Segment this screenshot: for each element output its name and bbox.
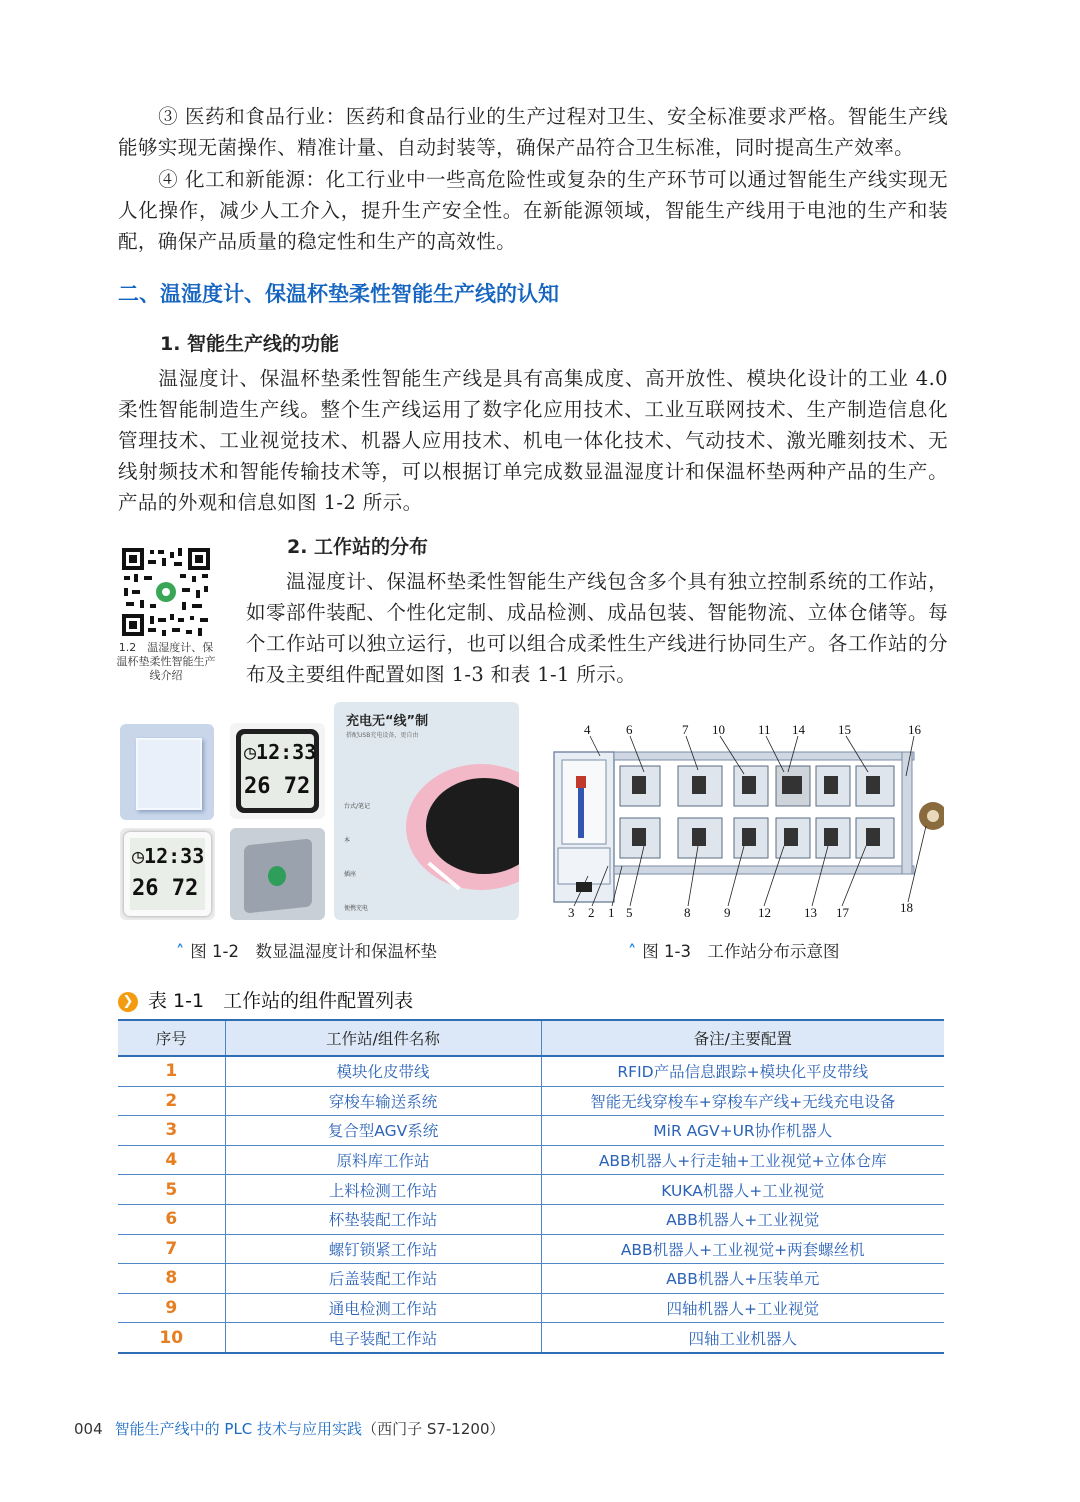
pad-icon-powerbank: 便携充电 bbox=[344, 905, 369, 912]
thermometer-back-image bbox=[230, 828, 325, 920]
diagram-label-bottom-9: 17 bbox=[836, 905, 849, 920]
col-header-name: 工作站/组件名称 bbox=[225, 1020, 541, 1056]
table-row bbox=[118, 1264, 944, 1294]
table-header-row bbox=[118, 1020, 944, 1056]
table-row bbox=[118, 1175, 944, 1205]
humidity-value-2: 72 bbox=[171, 876, 199, 901]
pad-icon-socket: 插座 bbox=[344, 871, 357, 878]
table-row bbox=[118, 1293, 944, 1323]
table-row bbox=[118, 1145, 944, 1175]
diagram-label-top-5: 11 bbox=[758, 722, 771, 737]
qr-icon bbox=[120, 546, 212, 638]
diagram-label-bottom-8: 13 bbox=[804, 905, 817, 920]
paragraph-chemical: ④ 化工和新能源：化工行业中一些高危险性或复杂的生产环节可以通过智能生产线实现无人化操作，减少人工介入，提升生产安全性。在新能源领域，智能生产线用于电池的生产和装配，确保产品质量的稳定性和生产的高效性。 bbox=[118, 168, 948, 253]
clock-time-1: 12:33 bbox=[256, 740, 317, 764]
row-index: 4 bbox=[118, 1145, 225, 1175]
row-config: 智能无线穿梭车+穿梭车产线+无线充电设备 bbox=[541, 1086, 944, 1116]
col-header-config: 备注/主要配置 bbox=[541, 1020, 944, 1056]
workstation-table bbox=[118, 1019, 944, 1354]
row-name: 复合型AGV系统 bbox=[225, 1116, 541, 1146]
diagram-label-bottom-7: 12 bbox=[758, 905, 771, 920]
thermometer-display-image-2: ◷12:33 26 72 bbox=[120, 828, 215, 920]
caption-chevron-icon: ˄ bbox=[176, 942, 185, 961]
book-title: 智能生产线中的 PLC 技术与应用实践 bbox=[114, 1420, 363, 1438]
table-row bbox=[118, 1086, 944, 1116]
row-name: 杯垫装配工作站 bbox=[225, 1204, 541, 1234]
diagram-label-top-2: 6 bbox=[626, 722, 633, 737]
diagram-label-bottom-4: 5 bbox=[626, 905, 633, 920]
temp-value-1: 26 bbox=[244, 774, 271, 799]
diagram-label-top-8: 16 bbox=[908, 722, 921, 737]
diagram-label-bottom-1: 3 bbox=[568, 905, 575, 920]
row-index: 9 bbox=[118, 1293, 225, 1323]
qr-caption: 1.2 温湿度计、保温杯垫柔性智能生产线介绍 bbox=[116, 641, 216, 682]
row-name: 模块化皮带线 bbox=[225, 1056, 541, 1086]
cup-pad-image bbox=[334, 702, 519, 920]
paragraph-pharma: ③ 医药和食品行业：医药和食品行业的生产过程对卫生、安全标准要求严格。智能生产线能够实现无菌操作、精准计量、自动封装等，确保产品符合卫生标准，同时提高生产效率。 bbox=[118, 105, 948, 159]
page-number: 004 bbox=[74, 1420, 103, 1438]
workstation-layout-diagram bbox=[548, 716, 944, 922]
diagram-label-top-1: 4 bbox=[584, 722, 591, 737]
row-config: ABB机器人+行走轴+工业视觉+立体仓库 bbox=[541, 1145, 944, 1175]
diagram-label-top-6: 14 bbox=[792, 722, 805, 737]
thermometer-side-image bbox=[120, 724, 214, 820]
table-row bbox=[118, 1234, 944, 1264]
figure-1-3-caption: ˄ 图 1-3 工作站分布示意图 bbox=[628, 942, 840, 961]
row-name: 螺钉锁紧工作站 bbox=[225, 1234, 541, 1264]
row-index: 10 bbox=[118, 1323, 225, 1353]
subheading-function: 1. 智能生产线的功能 bbox=[160, 333, 340, 355]
paragraph-function: 温湿度计、保温杯垫柔性智能生产线是具有高集成度、高开放性、模块化设计的工业 4.0 柔性智能制造生产线。整个生产线运用了数字化应用技术、工业互联网技术、生产制造信息化管理技术、工业视觉技术、机器人应用技术、机电一体化技术、气动技术、激光雕刻技术、无线射频技术和智能传输技术等，可以根据订单完成数显温湿度计和保温杯垫两种产品的生产。产品的外观和信息如图 1-2 所示。 bbox=[118, 367, 948, 514]
table-row bbox=[118, 1116, 944, 1146]
chevron-right-icon: ❯ bbox=[118, 992, 138, 1012]
caption-chevron-icon: ˄ bbox=[628, 942, 637, 961]
row-name: 穿梭车输送系统 bbox=[225, 1086, 541, 1116]
row-config: RFID产品信息跟踪+模块化平皮带线 bbox=[541, 1056, 944, 1086]
row-config: ABB机器人+压装单元 bbox=[541, 1264, 944, 1294]
thermometer-display-image-1: ◷12:33 26 72 bbox=[230, 723, 325, 819]
subheading-distribution: 2. 工作站的分布 bbox=[287, 536, 429, 558]
qr-code[interactable] bbox=[120, 546, 212, 638]
row-name: 通电检测工作站 bbox=[225, 1293, 541, 1323]
temp-value-2: 26 bbox=[132, 876, 159, 901]
section-heading: 二、温湿度计、保温杯垫柔性智能生产线的认知 bbox=[118, 282, 559, 306]
row-config: 四轴工业机器人 bbox=[541, 1323, 944, 1353]
diagram-label-bottom-3: 1 bbox=[608, 905, 615, 920]
pad-icon-laptop: 台式/笔记本 bbox=[344, 803, 371, 844]
diagram-label-top-3: 7 bbox=[682, 722, 689, 737]
row-index: 2 bbox=[118, 1086, 225, 1116]
pad-subtitle: 搭配USB充电设备，更自由 bbox=[346, 732, 419, 739]
row-name: 电子装配工作站 bbox=[225, 1323, 541, 1353]
paragraph-distribution: 温湿度计、保温杯垫柔性智能生产线包含多个具有独立控制系统的工作站，如零部件装配、个性化定制、成品检测、成品包装、智能物流、立体仓储等。每个工作站可以独立运行，也可以组合成柔性生产线进行协同生产。各工作站的分布及主要组件配置如图 1-3 和表 1-1 所示。 bbox=[246, 570, 948, 686]
diagram-label-bottom-10: 18 bbox=[900, 900, 913, 915]
row-config: MiR AGV+UR协作机器人 bbox=[541, 1116, 944, 1146]
book-edition: （西门子 S7-1200） bbox=[362, 1420, 505, 1438]
page-footer bbox=[74, 1418, 504, 1439]
row-name: 后盖装配工作站 bbox=[225, 1264, 541, 1294]
table-title: ❯ 表 1-1 工作站的组件配置列表 bbox=[118, 986, 413, 1013]
row-index: 3 bbox=[118, 1116, 225, 1146]
humidity-value-1: 72 bbox=[283, 774, 311, 799]
table-row bbox=[118, 1056, 944, 1086]
diagram-label-top-4: 10 bbox=[712, 722, 725, 737]
table-row bbox=[118, 1204, 944, 1234]
row-index: 8 bbox=[118, 1264, 225, 1294]
diagram-label-bottom-2: 2 bbox=[588, 905, 595, 920]
row-name: 原料库工作站 bbox=[225, 1145, 541, 1175]
row-config: 四轴机器人+工业视觉 bbox=[541, 1293, 944, 1323]
diagram-label-bottom-5: 8 bbox=[684, 905, 691, 920]
col-header-index: 序号 bbox=[118, 1020, 225, 1056]
figure-1-2-caption: ˄ 图 1-2 数显温湿度计和保温杯垫 bbox=[176, 942, 437, 961]
row-config: ABB机器人+工业视觉 bbox=[541, 1204, 944, 1234]
row-index: 5 bbox=[118, 1175, 225, 1205]
diagram-label-top-7: 15 bbox=[838, 722, 851, 737]
row-name: 上料检测工作站 bbox=[225, 1175, 541, 1205]
pad-title: 充电无“线”制 bbox=[346, 714, 429, 729]
row-index: 1 bbox=[118, 1056, 225, 1086]
row-index: 7 bbox=[118, 1234, 225, 1264]
clock-time-2: 12:33 bbox=[144, 844, 205, 868]
row-config: KUKA机器人+工业视觉 bbox=[541, 1175, 944, 1205]
row-config: ABB机器人+工业视觉+两套螺丝机 bbox=[541, 1234, 944, 1264]
table-row bbox=[118, 1323, 944, 1353]
row-index: 6 bbox=[118, 1204, 225, 1234]
diagram-label-bottom-6: 9 bbox=[724, 905, 731, 920]
